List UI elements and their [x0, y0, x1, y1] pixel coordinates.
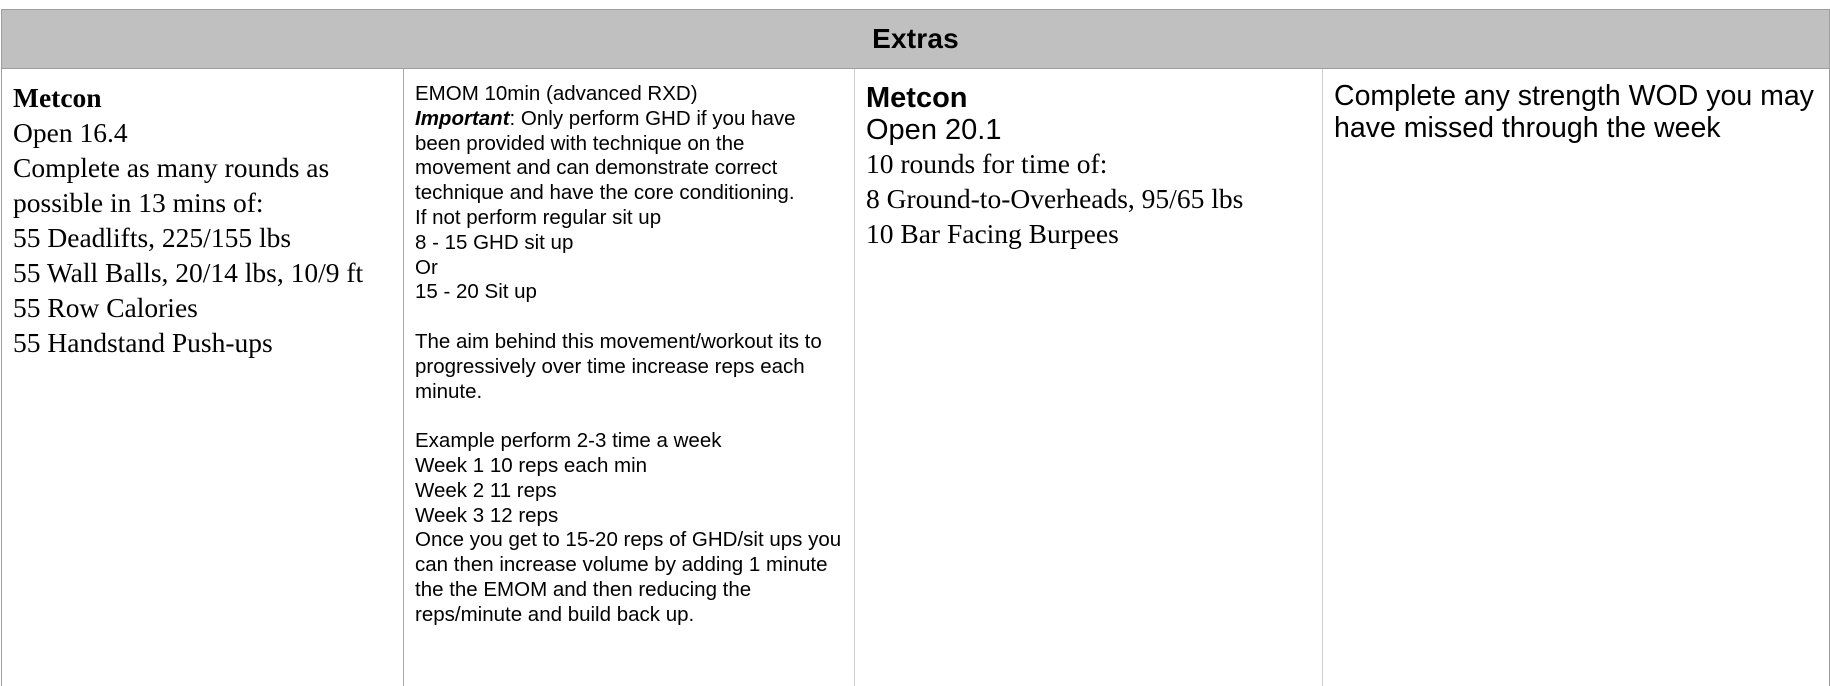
rep-range-ghd: 8 - 15 GHD sit up	[415, 230, 574, 254]
table-header	[2, 10, 1829, 69]
important-text: : Only perform GHD if you have been provided with technique on the movement and can demonstrate correct technique and have the core conditioning.	[415, 106, 796, 205]
workout-name: Open 16.4	[13, 117, 128, 148]
cell-title: Metcon	[13, 82, 102, 113]
header-title: Extras	[872, 23, 959, 54]
movement-line: 55 Handstand Push-ups	[13, 327, 273, 358]
week-line: Week 3 12 reps	[415, 503, 559, 527]
week-line: Week 1 10 reps each min	[415, 453, 648, 477]
workout-description: Complete as many rounds as possible in 13 mins of:	[13, 152, 330, 218]
cell-metcon-open-16-4	[2, 69, 404, 686]
important-label: Important	[415, 106, 510, 130]
movement-line: 55 Wall Balls, 20/14 lbs, 10/9 ft	[13, 257, 364, 288]
rep-range-situp: 15 - 20 Sit up	[415, 280, 537, 304]
movement-line: 10 Bar Facing Burpees	[866, 218, 1119, 249]
workout-name: Open 20.1	[866, 114, 1002, 146]
or-label: Or	[415, 255, 438, 279]
important-note	[415, 107, 844, 206]
cell-metcon-open-20-1	[855, 69, 1323, 686]
movement-line: 8 Ground-to-Overheads, 95/65 lbs	[866, 183, 1244, 214]
cell-strength-note	[1323, 69, 1829, 686]
frequency-note: Example perform 2-3 time a week	[415, 429, 722, 453]
movement-line: 55 Row Calories	[13, 292, 198, 323]
alternative-note: If not perform regular sit up	[415, 205, 662, 229]
week-line: Week 2 11 reps	[415, 478, 557, 502]
aim-paragraph: The aim behind this movement/workout its to progressively over time increase reps each minute.	[415, 329, 822, 403]
table-row	[2, 69, 1829, 686]
extras-table	[1, 9, 1830, 686]
movement-line: 55 Deadlifts, 225/155 lbs	[13, 222, 292, 253]
progression-paragraph: Once you get to 15-20 reps of GHD/sit ups you can then increase volume by adding 1 minute the the EMOM and then reducing the reps/minute and build back up.	[415, 528, 842, 626]
spacer	[415, 404, 844, 429]
workout-description: 10 rounds for time of:	[866, 148, 1108, 179]
cell-emom-ghd	[404, 69, 855, 686]
cell-title: Metcon	[866, 82, 968, 114]
spacer	[415, 305, 844, 330]
emom-title: EMOM 10min (advanced RXD)	[415, 82, 698, 105]
strength-note-text: Complete any strength WOD you may have missed through the week	[1334, 80, 1814, 144]
